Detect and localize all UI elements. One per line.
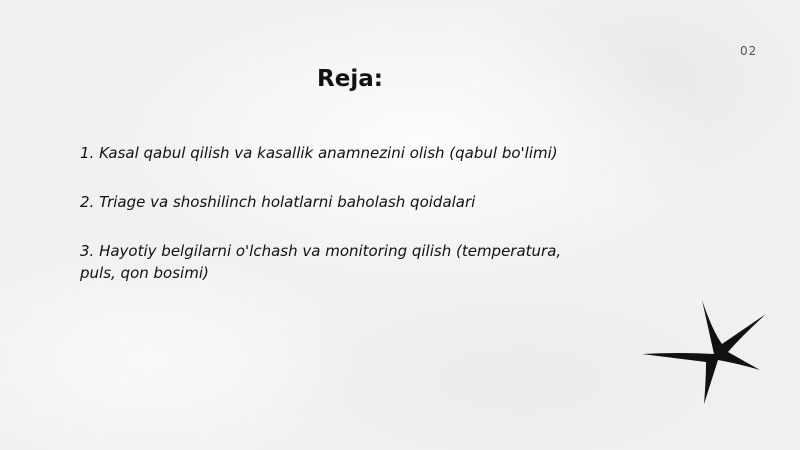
agenda-item: 3. Hayotiy belgilarni o'lchash va monitoring qilish (temperatura, puls, qon bosimi)	[80, 242, 562, 282]
agenda-item: 1. Kasal qabul qilish va kasallik anamnezini olish (qabul bo'limi)	[80, 144, 558, 162]
page-number: 02	[740, 44, 758, 58]
agenda-list	[80, 142, 570, 311]
four-point-star-icon	[636, 296, 772, 408]
slide-title: Reja:	[317, 66, 383, 92]
agenda-item: 2. Triage va shoshilinch holatlarni baholash qoidalari	[80, 193, 476, 211]
